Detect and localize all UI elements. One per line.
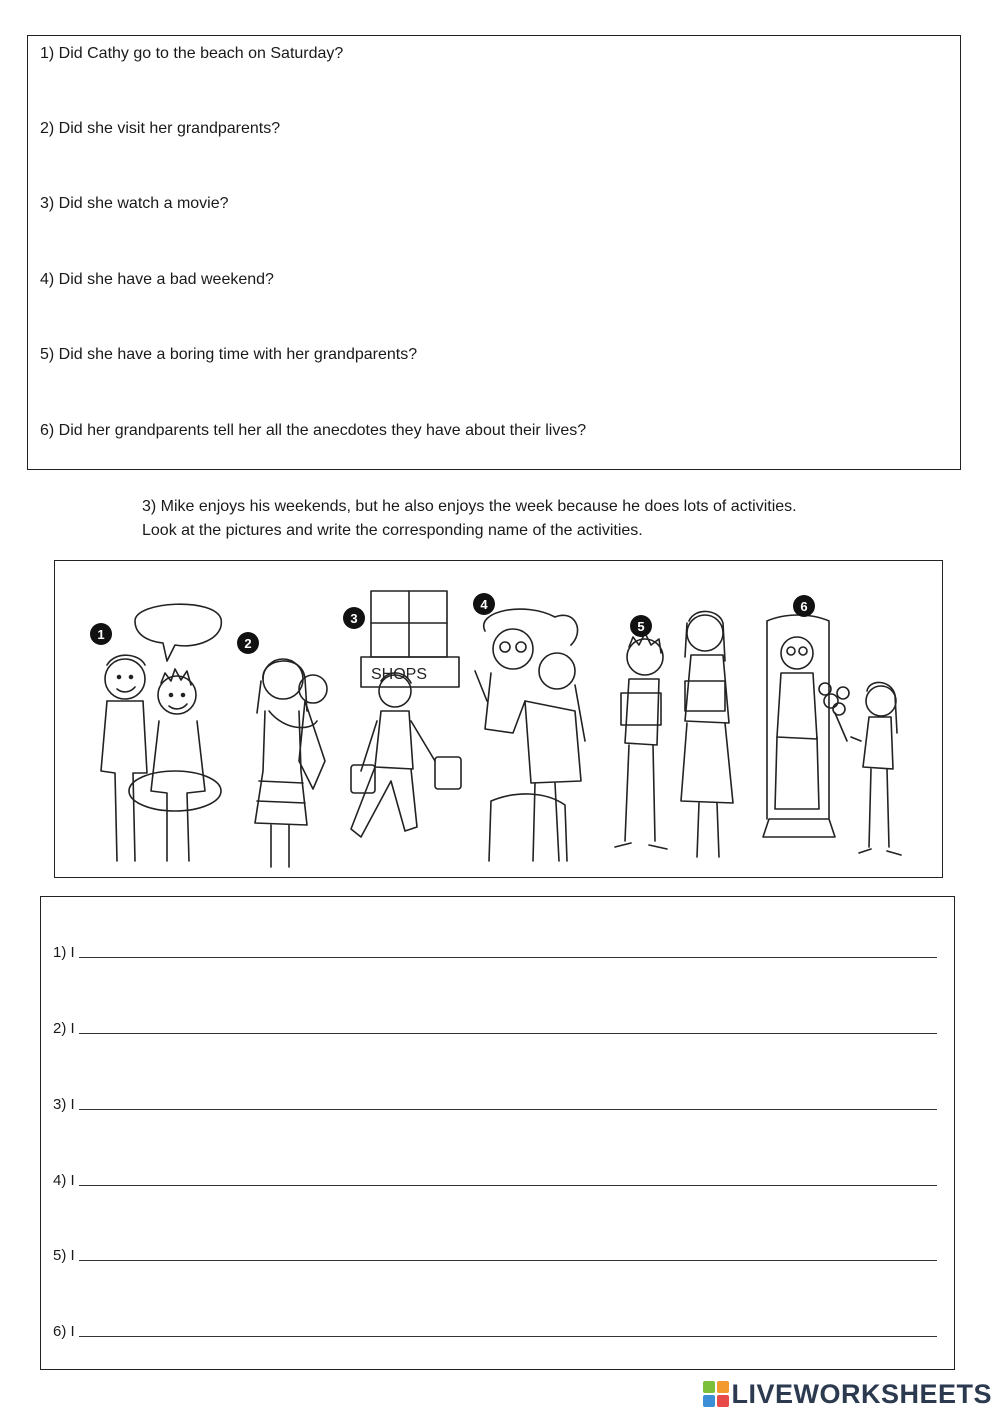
answer-label-2: 2) I bbox=[53, 1020, 75, 1037]
answer-line-1 bbox=[53, 939, 937, 961]
picture-number-6: 6 bbox=[800, 599, 808, 614]
scene-5-helping bbox=[615, 611, 733, 857]
answer-blank-6[interactable] bbox=[79, 1320, 937, 1337]
picture-number-5: 5 bbox=[637, 619, 645, 634]
exercise-instructions bbox=[142, 495, 797, 543]
answer-label-3: 3) I bbox=[53, 1096, 75, 1113]
question-4: 4) Did she have a bad weekend? bbox=[40, 271, 274, 288]
answer-label-1: 1) I bbox=[53, 944, 75, 961]
answer-label-5: 5) I bbox=[53, 1247, 75, 1264]
scene-1-chatting bbox=[101, 604, 221, 861]
instruction-line-1: 3) Mike enjoys his weekends, but he also enjoys the week because he does lots of activities. bbox=[142, 498, 797, 515]
question-2: 2) Did she visit her grandparents? bbox=[40, 120, 281, 137]
answer-line-6 bbox=[53, 1318, 937, 1340]
liveworksheets-logo bbox=[703, 1377, 992, 1411]
answer-blank-1[interactable] bbox=[79, 941, 937, 958]
liveworksheets-logo-icon bbox=[703, 1381, 729, 1407]
answer-blank-3[interactable] bbox=[79, 1093, 937, 1110]
answer-line-4 bbox=[53, 1167, 937, 1189]
scene-6-visiting bbox=[763, 615, 901, 855]
answer-label-6: 6) I bbox=[53, 1323, 75, 1340]
answer-blank-5[interactable] bbox=[79, 1244, 937, 1261]
answer-blank-4[interactable] bbox=[79, 1169, 937, 1186]
instruction-line-2: Look at the pictures and write the corresponding name of the activities. bbox=[142, 522, 643, 539]
scene-2-hugging bbox=[255, 659, 327, 867]
activities-illustration bbox=[54, 560, 943, 878]
question-1: 1) Did Cathy go to the beach on Saturday? bbox=[40, 45, 344, 62]
scene-4-greeting bbox=[475, 609, 585, 861]
shop-sign: SHOPS bbox=[371, 666, 428, 683]
scene-3-shopping bbox=[351, 591, 461, 837]
picture-number-1: 1 bbox=[97, 627, 105, 642]
answer-line-2 bbox=[53, 1015, 937, 1037]
answer-line-5 bbox=[53, 1242, 937, 1264]
picture-number-4: 4 bbox=[480, 597, 488, 612]
brand-name: LIVEWORKSHEETS bbox=[731, 1378, 992, 1409]
question-3: 3) Did she watch a movie? bbox=[40, 195, 229, 212]
answer-blank-2[interactable] bbox=[79, 1017, 937, 1034]
questions-box bbox=[27, 35, 961, 470]
question-6: 6) Did her grandparents tell her all the anecdotes they have about their lives? bbox=[40, 422, 587, 439]
question-5: 5) Did she have a boring time with her grandparents? bbox=[40, 346, 418, 363]
picture-number-3: 3 bbox=[350, 611, 358, 626]
picture-number-2: 2 bbox=[244, 636, 252, 651]
answers-box bbox=[40, 896, 955, 1370]
answer-label-4: 4) I bbox=[53, 1172, 75, 1189]
answer-line-3 bbox=[53, 1091, 937, 1113]
